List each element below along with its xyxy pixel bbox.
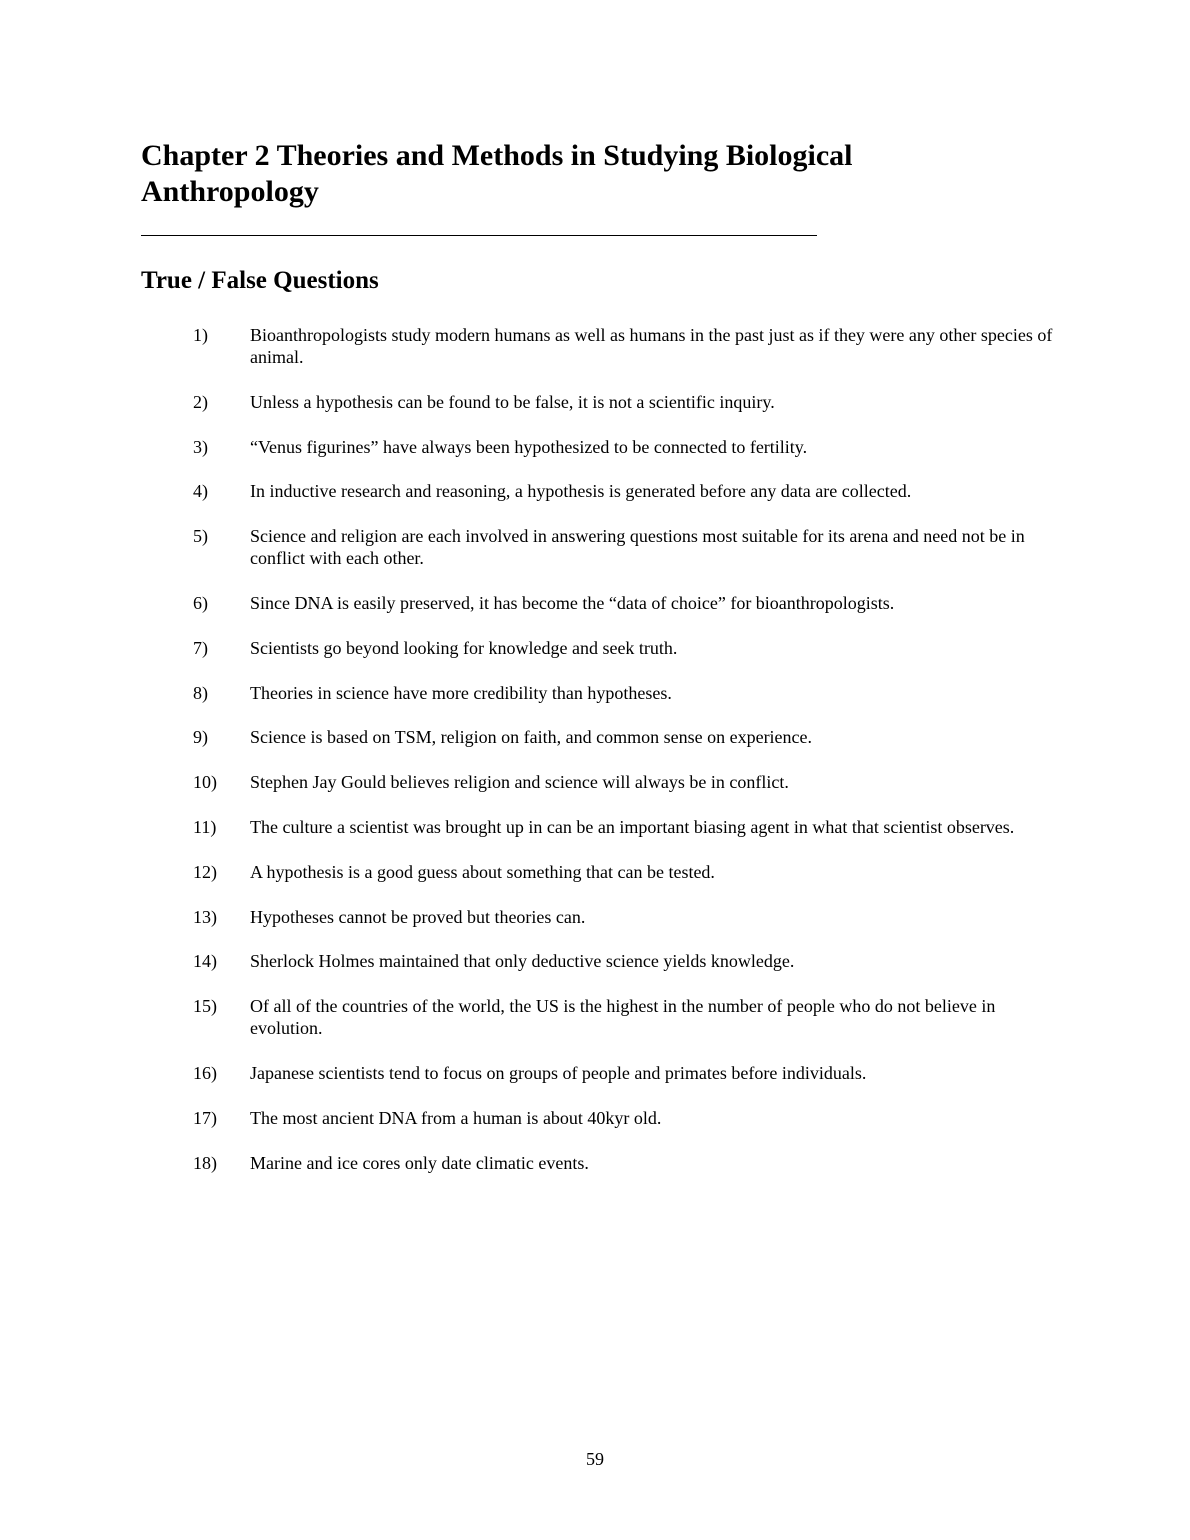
question-number: 9) (193, 727, 208, 748)
question-item (193, 436, 1053, 458)
question-item (193, 1107, 1053, 1129)
question-number: 10) (193, 772, 217, 793)
question-number: 14) (193, 951, 217, 972)
question-text: Sherlock Holmes maintained that only deductive science yields knowledge. (250, 951, 795, 972)
question-text: Stephen Jay Gould believes religion and science will always be in conflict. (250, 772, 789, 793)
question-text: The most ancient DNA from a human is about 40kyr old. (250, 1107, 662, 1128)
question-text: A hypothesis is a good guess about something that can be tested. (250, 861, 715, 882)
question-item (193, 391, 1053, 413)
question-item (193, 592, 1053, 614)
question-item (193, 480, 1053, 502)
question-item (193, 861, 1053, 883)
question-text: “Venus figurines” have always been hypothesized to be connected to fertility. (250, 436, 808, 457)
question-item (193, 525, 1053, 569)
question-item (193, 816, 1053, 838)
question-text: Unless a hypothesis can be found to be false, it is not a scientific inquiry. (250, 391, 775, 412)
question-number: 18) (193, 1152, 217, 1173)
question-number: 13) (193, 906, 217, 927)
title-divider (141, 235, 817, 236)
question-text: Bioanthropologists study modern humans as well as humans in the past just as if they were any other species of animal. (250, 325, 1053, 367)
question-text: Japanese scientists tend to focus on groups of people and primates before individuals. (250, 1062, 867, 1083)
question-text: In inductive research and reasoning, a hypothesis is generated before any data are collected. (250, 481, 912, 502)
question-item (193, 950, 1053, 972)
section-heading: True / False Questions (141, 267, 379, 294)
question-number: 4) (193, 481, 208, 502)
question-number: 11) (193, 816, 217, 837)
question-text: Since DNA is easily preserved, it has become the “data of choice” for bioanthropologists. (250, 592, 895, 613)
question-number: 16) (193, 1062, 217, 1083)
question-text: Science is based on TSM, religion on faith, and common sense on experience. (250, 727, 813, 748)
question-number: 15) (193, 996, 217, 1017)
question-number: 6) (193, 592, 208, 613)
question-item (193, 637, 1053, 659)
page-number: 59 (586, 1449, 604, 1469)
question-number: 1) (193, 325, 208, 345)
question-text: Science and religion are each involved in answering questions most suitable for its arena and need not be in conflict with each other. (250, 526, 1025, 569)
question-item (193, 324, 1053, 368)
question-number: 5) (193, 526, 208, 547)
question-number: 3) (193, 436, 208, 457)
question-item (193, 771, 1053, 793)
question-text: Of all of the countries of the world, the US is the highest in the number of people who do not believe in evolution. (250, 996, 996, 1039)
question-item (193, 906, 1053, 928)
question-list (193, 324, 1053, 1196)
question-number: 2) (193, 391, 208, 412)
question-item (193, 726, 1053, 748)
question-number: 12) (193, 861, 217, 882)
chapter-title: Chapter 2 Theories and Methods in Studying Biological Anthropology (141, 139, 853, 208)
question-item (193, 1062, 1053, 1084)
question-item (193, 1152, 1053, 1174)
question-number: 8) (193, 682, 208, 703)
question-item (193, 995, 1053, 1039)
question-number: 7) (193, 637, 208, 658)
question-text: The culture a scientist was brought up in can be an important biasing agent in what that scientist observes. (250, 816, 1015, 837)
question-item (193, 682, 1053, 704)
question-text: Marine and ice cores only date climatic events. (250, 1152, 589, 1173)
question-text: Hypotheses cannot be proved but theories can. (250, 906, 586, 927)
question-text: Scientists go beyond looking for knowledge and seek truth. (250, 637, 678, 658)
question-text: Theories in science have more credibility than hypotheses. (250, 682, 672, 703)
question-number: 17) (193, 1107, 217, 1128)
